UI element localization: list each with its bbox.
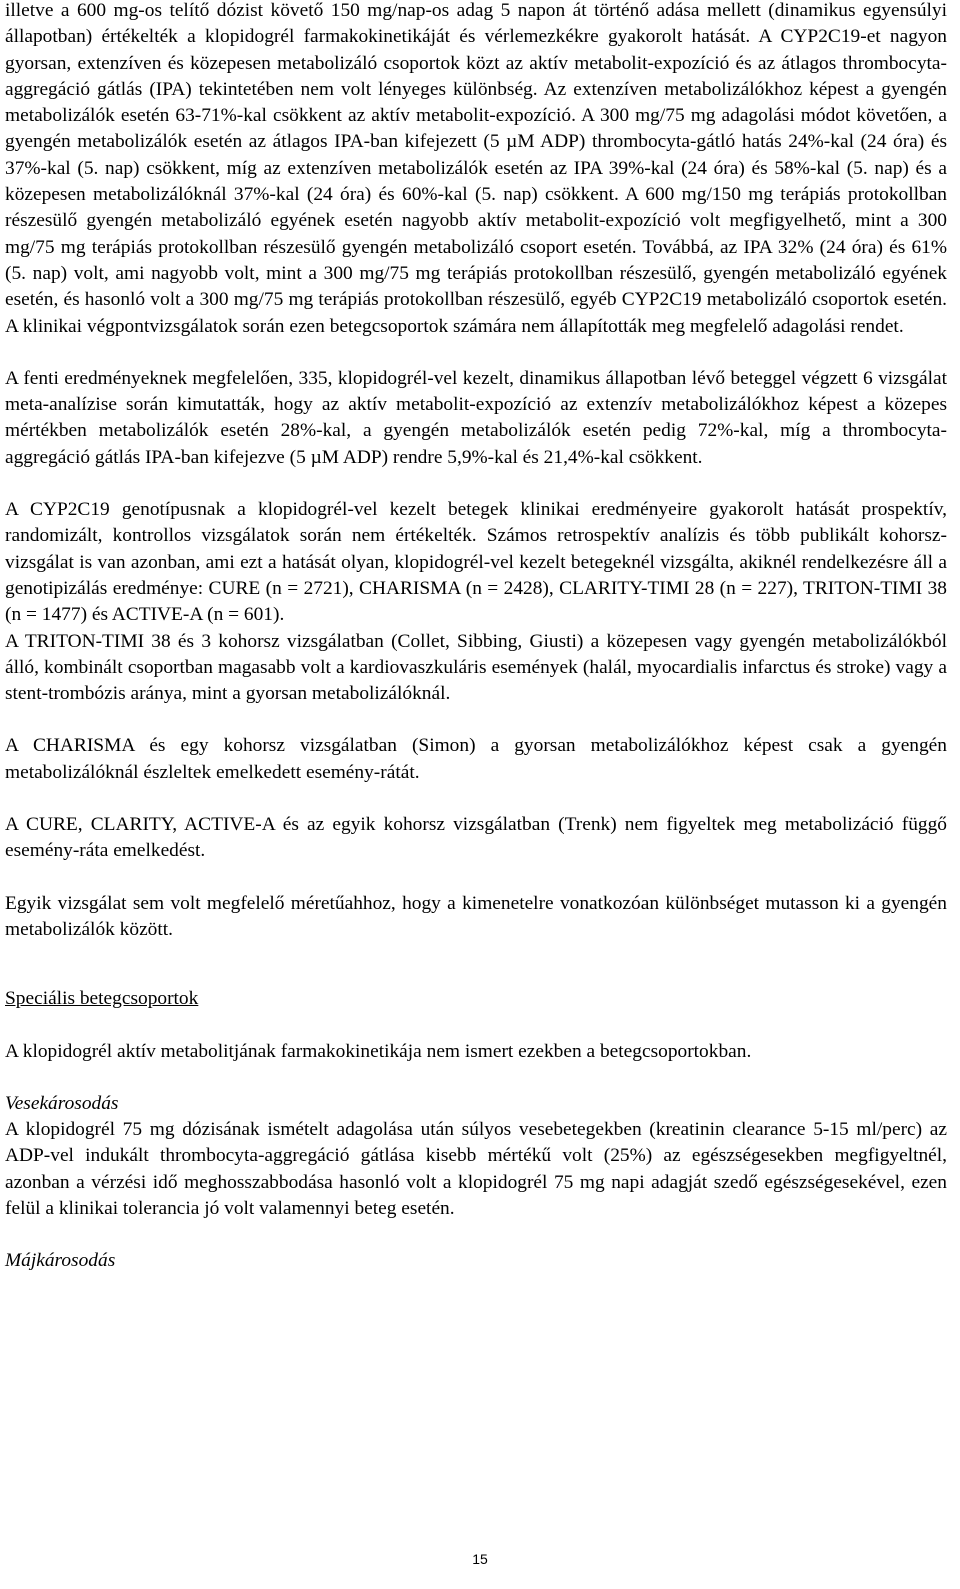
subsection-heading-hepatic: Májkárosodás [5, 1250, 116, 1272]
paragraph-triton-timi: A TRITON-TIMI 38 és 3 kohorsz vizsgálatban (Collet, Sibbing, Giusti) a közepesen vagy gyengén metabolizálókból álló, kombinált csoportban magasabb volt a kardiovaszkuláris események (halál, myocardialis infarctus és stroke) vagy a stent-trombózis aránya, mint a gyorsan metabolizálóknál. [5, 630, 947, 705]
section-heading-special-groups: Speciális betegcsoportok [5, 988, 199, 1010]
paragraph-cure-clarity: A CURE, CLARITY, ACTIVE-A és az egyik kohorsz vizsgálatban (Trenk) nem figyeltek meg metabolizáció függő esemény-ráta emelkedést. [5, 814, 947, 862]
document-page [5, 0, 947, 1275]
paragraph-cyp2c19-dosing: illetve a 600 mg-os telítő dózist követő 150 mg/nap-os adag 5 napon át történő adása mellett (dinamikus egyensúlyi állapotban) értékelték a klopidogrél farmakokinetikáját és vérlemezkékre gyakorolt hatását. A CYP2C19-et nagyon gyorsan, extenzíven és közepesen metabolizáló csoportok közt az aktív metabolit-expozíció és az átlagos thrombocyta-aggregáció gátlás (IPA) tekintetében nem volt lényeges különbség. Az extenzíven metabolizálókhoz képest a gyengén metabolizálók esetén 63-71%-kal csökkent az aktív metabolit-expozíció. A 300 mg/75 mg adagolási módot követően, a gyengén metabolizálók esetén az átlagos IPA-ban kifejezett (5 µM ADP) thrombocyta-gátló hatás 24%-kal (24 óra) és 37%-kal (5. nap) csökkent, míg az extenzíven metabolizálók esetén az IPA 39%-kal (24 óra) és 58%-kal (5. nap) és a közepesen metabolizálóknál 37%-kal (24 óra) és 60%-kal (5. nap) csökkent. A 600 mg/150 mg terápiás protokollban részesülő gyengén metabolizáló egyének esetén nagyobb aktív metabolit-expozíció volt megfigyelhető, mint a 300 mg/75 mg terápiás protokollban részesülő gyengén metabolizáló csoport esetén. Továbbá, az IPA 32% (24 óra) és 61% (5. nap) volt, ami nagyobb volt, mint a 300 mg/75 mg terápiás protokollban részesülő, gyengén metabolizáló egyének esetén, és hasonló volt a 300 mg/75 mg terápiás protokollban részesülő, egyéb CYP2C19 metabolizáló csoportok esetén. A klinikai végpontvizsgálatok során ezen betegcsoportok számára nem állapították meg megfelelő adagolási rendet. [5, 0, 947, 337]
paragraph-special-groups-intro: A klopidogrél aktív metabolitjának farmakokinetikája nem ismert ezekben a betegcsoportokban. [5, 1040, 752, 1062]
paragraph-genotype-clinical: A CYP2C19 genotípusnak a klopidogrél-vel kezelt betegek klinikai eredményeire gyakorolt hatását prospektív, randomizált, kontrollos vizsgálatok során nem értékelték. Számos retrospektív analízis és több publikált kohorsz-vizsgálat is van azonban, ami ezt a hatását olyan, klopidogrél-vel kezelt betegeknél vizsgálta, akiknél rendelkezésre áll a genotipizálás eredménye: CURE (n = 2721), CHARISMA (n = 2428), CLARITY-TIMI 28 (n = 227), TRITON-TIMI 38 (n = 1477) és ACTIVE-A (n = 601). [5, 499, 947, 626]
special-groups-heading-line [5, 986, 947, 1012]
paragraph-renal-impairment: A klopidogrél 75 mg dózisának ismételt adagolása után súlyos vesebetegekben (kreatinin clearance 5-15 ml/perc) az ADP-vel indukált thrombocyta-aggregáció gátlása kisebb mértékű volt (25%) az egészségesekben megfigyeltnél, azonban a vérzési idő meghosszabbodása hasonló volt a klopidogrél 75 mg napi adagját szedő egészségesekével, ezen felül a klinikai tolerancia jó volt valamennyi beteg esetén. [5, 1119, 947, 1219]
page-number: 15 [472, 1551, 488, 1567]
paragraph-charisma: A CHARISMA és egy kohorsz vizsgálatban (Simon) a gyorsan metabolizálókhoz képest csak a gyengén metabolizálóknál észleltek emelkedett esemény-rátát. [5, 735, 947, 783]
paragraph-meta-analysis: A fenti eredményeknek megfelelően, 335, klopidogrél-vel kezelt, dinamikus állapotban lévő beteggel végzett 6 vizsgálat meta-analízise során kimutatták, hogy az aktív metabolit-expozíció az extenzív metabolizálókhoz képest a közepes mértékben metabolizálók esetén 28%-kal, a gyengén metabolizálók esetén pedig 72%-kal, míg a thrombocyta-aggregáció gátlás IPA-ban kifejezve (5 µM ADP) rendre 5,9%-kal és 21,4%-kal csökkent. [5, 367, 947, 468]
subsection-heading-renal: Vesekárosodás [5, 1092, 119, 1114]
paragraph-sample-size: Egyik vizsgálat sem volt megfelelő méretűahhoz, hogy a kimenetelre vonatkozóan különbséget mutasson ki a gyengén metabolizálók között. [5, 892, 947, 940]
